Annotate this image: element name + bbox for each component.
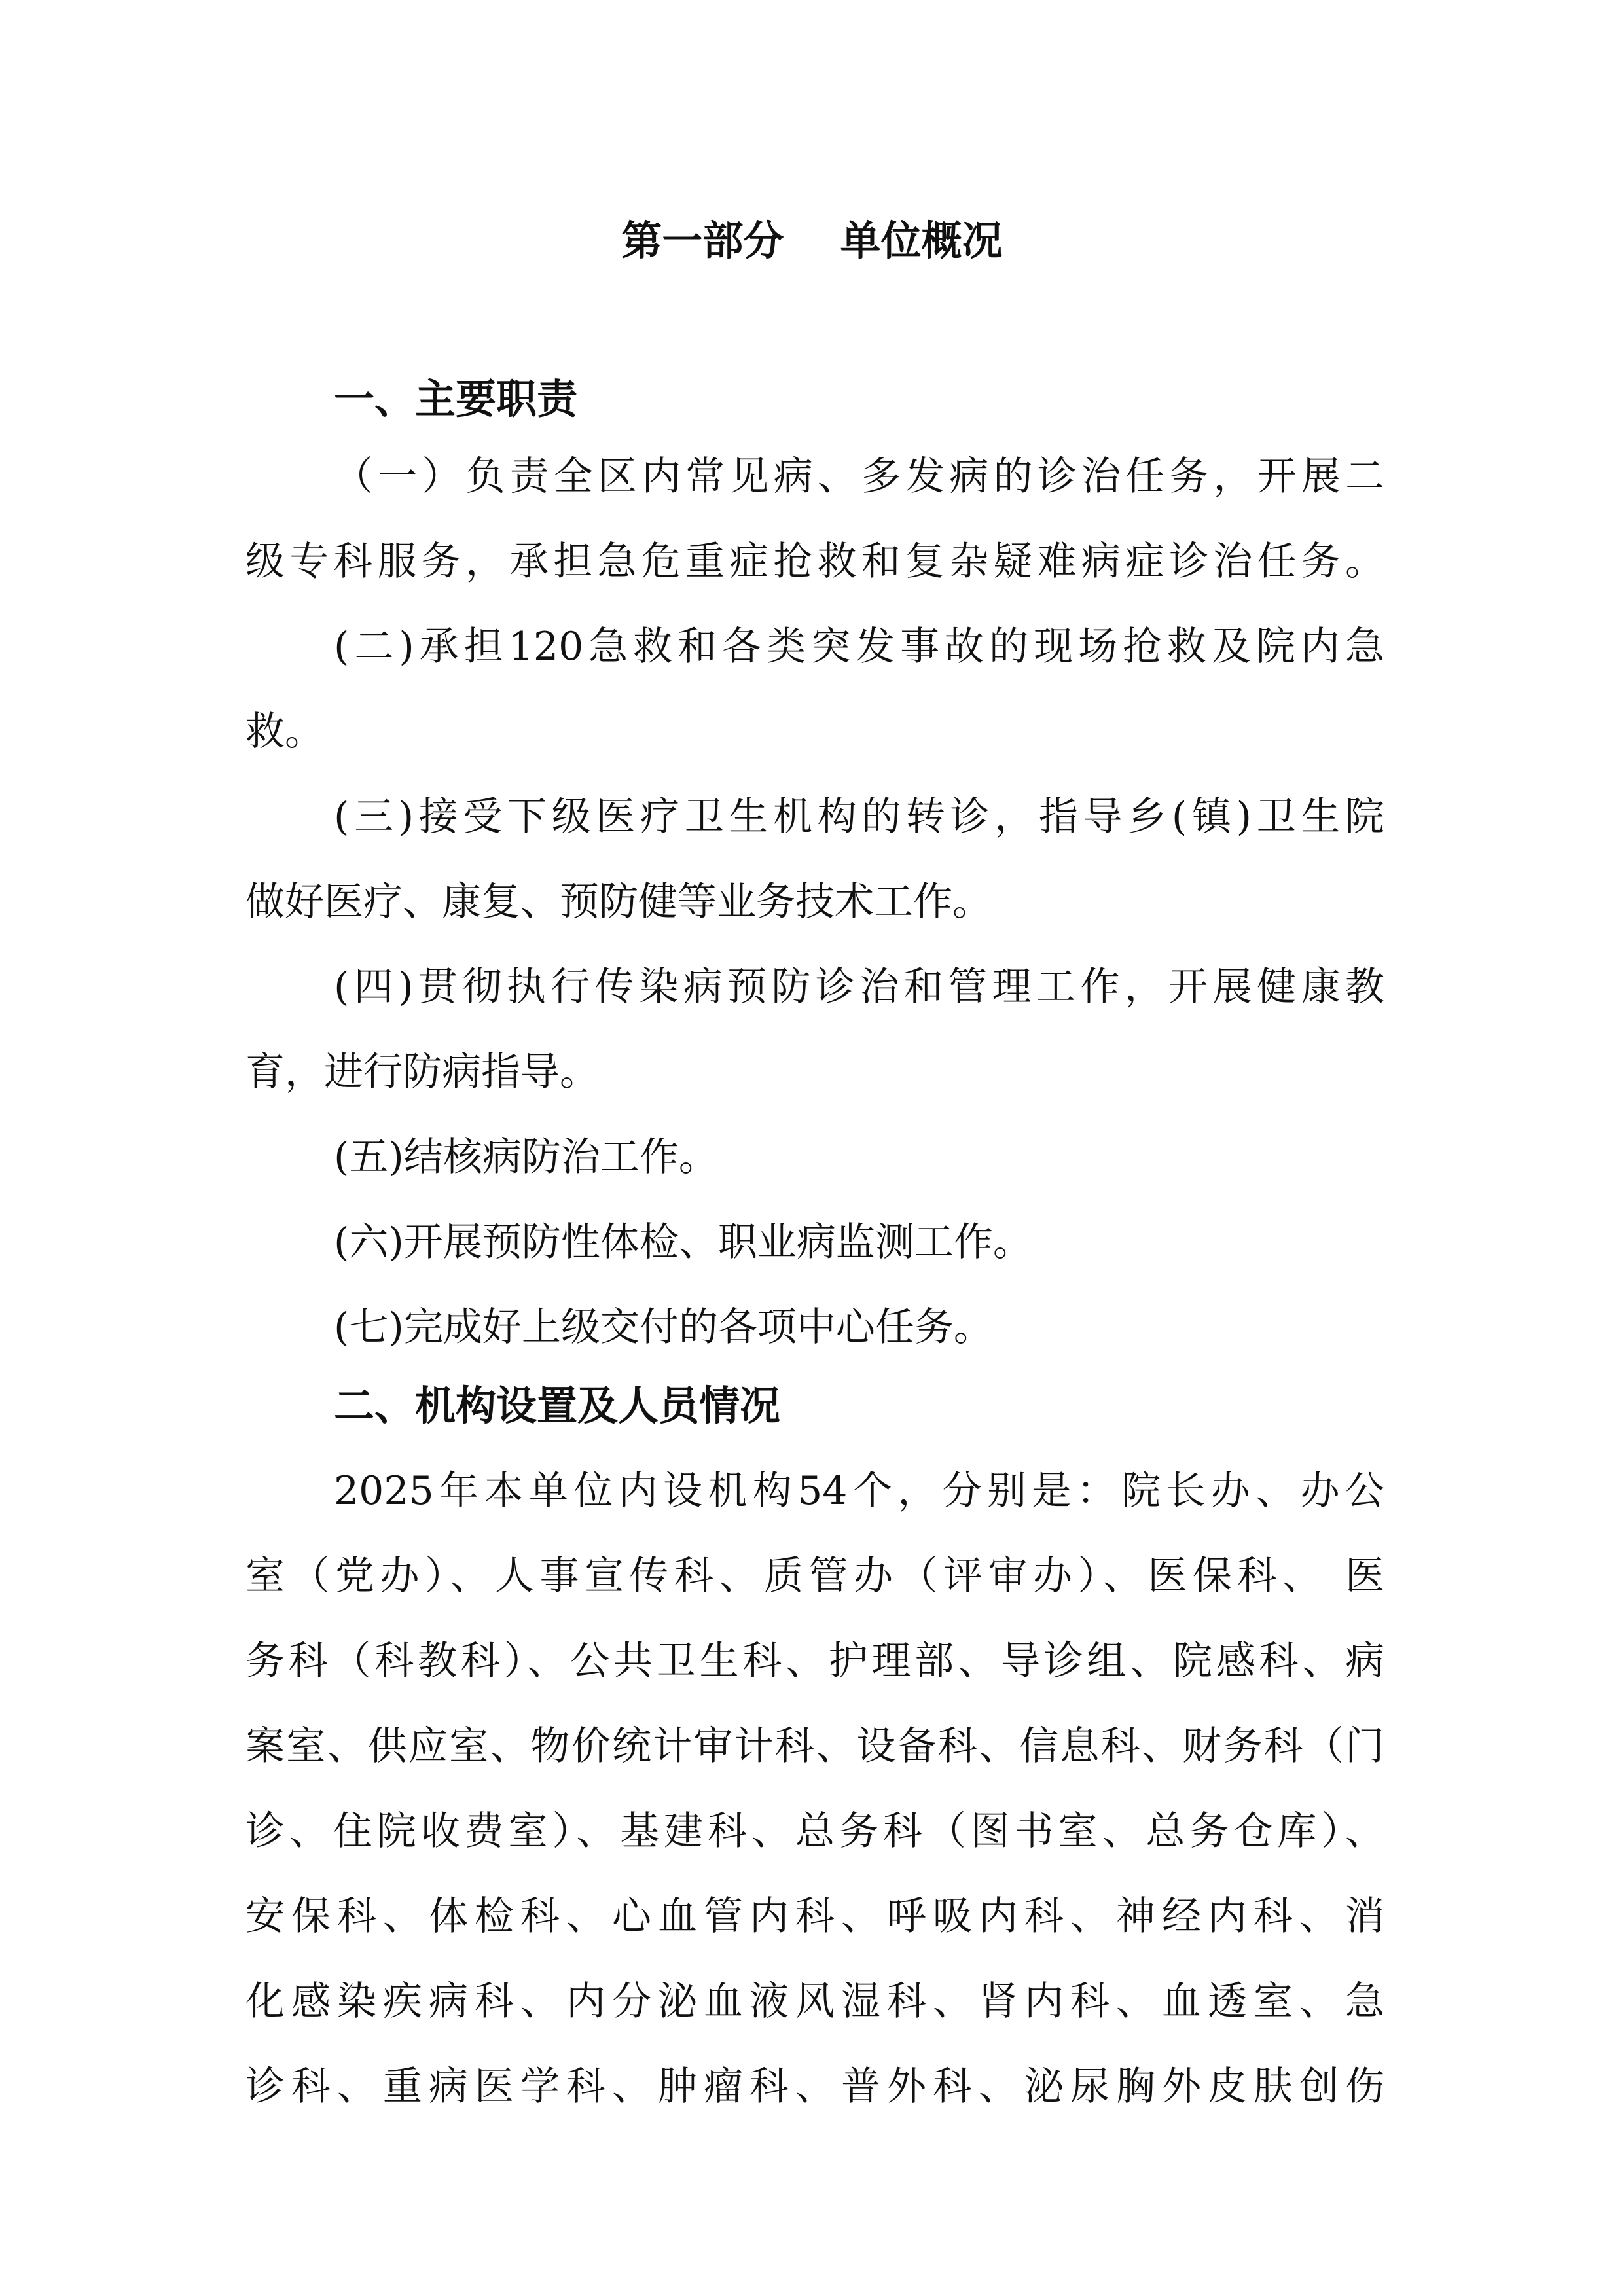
duty-3-line-1: (三)接受下级医疗卫生机构的转诊，指导乡(镇)卫生院 bbox=[334, 794, 1384, 840]
duty-1-line-1: （一）负责全区内常见病、多发病的诊治任务，开展二 bbox=[334, 454, 1384, 499]
duty-6-line: (六)开展预防性体检、职业病监测工作。 bbox=[334, 1219, 1032, 1265]
org-line-2: 室（党办）、人事宣传科、质管办（评审办）、医保科、 医 bbox=[245, 1553, 1384, 1599]
org-line-7: 化感染疾病科、内分泌血液风湿科、肾内科、血透室、急 bbox=[245, 1979, 1384, 2024]
org-line-3: 务科（科教科）、公共卫生科、护理部、导诊组、院感科、病 bbox=[245, 1638, 1384, 1684]
duty-3-line-2: 做好医疗、康复、预防健等业务技术工作。 bbox=[245, 879, 992, 925]
duty-4-line-1: (四)贯彻执行传染病预防诊治和管理工作，开展健康教 bbox=[334, 964, 1384, 1010]
duty-4-line-2: 育，进行防病指导。 bbox=[245, 1049, 599, 1095]
duty-2-line-1: (二)承担120急救和各类突发事故的现场抢救及院内急 bbox=[334, 624, 1384, 670]
org-line-8: 诊科、重病医学科、肿瘤科、普外科、泌尿胸外皮肤创伤 bbox=[245, 2064, 1384, 2109]
duty-2-line-2: 救。 bbox=[245, 709, 324, 755]
org-line-1: 2025年本单位内设机构54个，分别是：院长办、办公 bbox=[334, 1468, 1384, 1514]
duty-7-line: (七)完成好上级交付的各项中心任务。 bbox=[334, 1304, 993, 1350]
org-line-4: 案室、供应室、物价统计审计科、设备科、信息科、财务科（门 bbox=[245, 1723, 1384, 1769]
section-heading-organization: 二、机构设置及人员情况 bbox=[334, 1382, 781, 1429]
duty-5-line: (五)结核病防治工作。 bbox=[334, 1134, 718, 1180]
org-line-6: 安保科、体检科、心血管内科、呼吸内科、神经内科、消 bbox=[245, 1893, 1384, 1939]
duty-1-line-2: 级专科服务，承担急危重症抢救和复杂疑难病症诊治任务。 bbox=[245, 539, 1384, 584]
page-title: 第一部分 单位概况 bbox=[621, 217, 1003, 264]
org-line-5: 诊、住院收费室）、基建科、总务科（图书室、总务仓库）、 bbox=[245, 1808, 1384, 1854]
section-heading-main-duties: 一、主要职责 bbox=[334, 375, 578, 423]
